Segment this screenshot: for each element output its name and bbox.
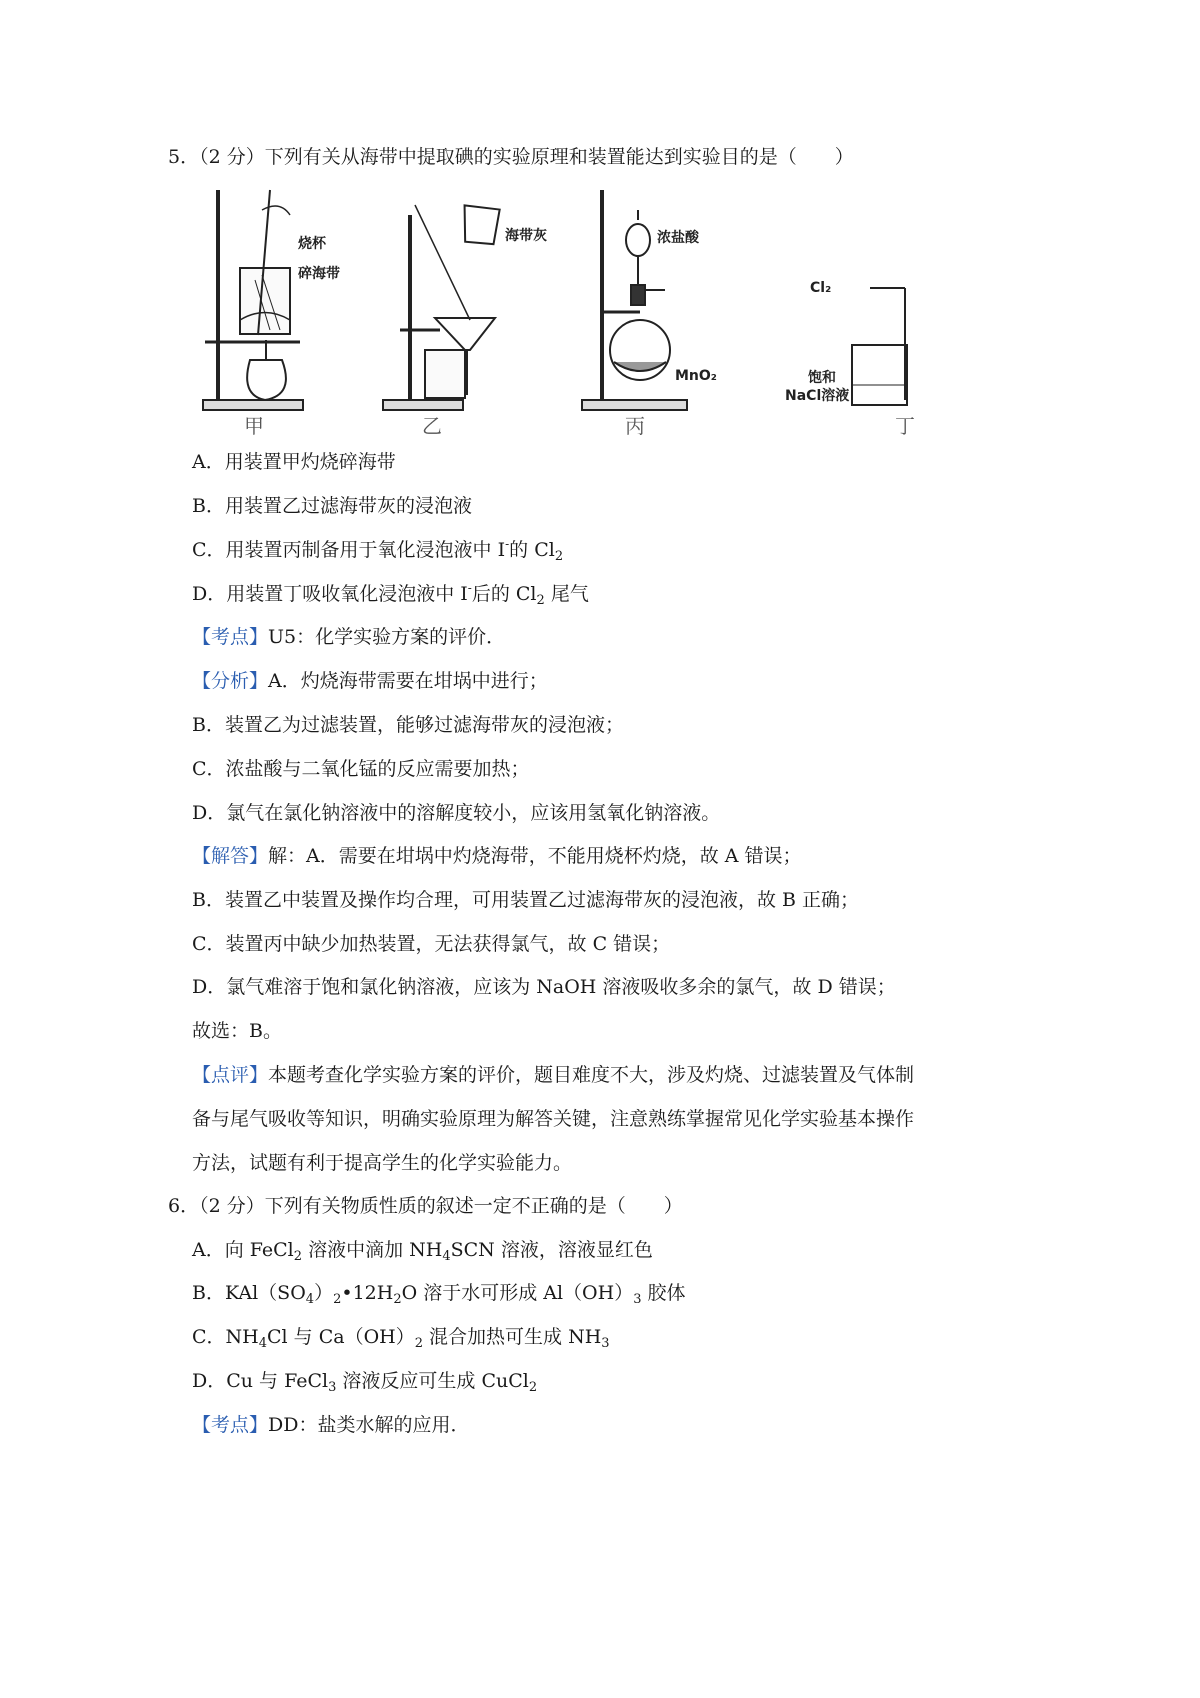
label-ding: 丁: [895, 414, 915, 438]
label-mno2: MnO₂: [675, 368, 717, 384]
q5-option-a: A．用装置甲灼烧碎海带: [192, 451, 396, 473]
label-jia: 甲: [244, 414, 264, 438]
q5-jieda-4: 故选：B。: [192, 1020, 282, 1042]
q5-option-b: B．用装置乙过滤海带灰的浸泡液: [192, 495, 472, 517]
q6-option-b: B．$KAl(SO_4)_2•12H_2O$ 溶于水可形成 $Al(OH)_3$ 胶体: [192, 1282, 686, 1307]
label-bing: 丙: [625, 414, 645, 438]
q5-fenxi-2: C．浓盐酸与二氧化锰的反应需要加热；: [192, 758, 530, 780]
kaodian-tag: 【考点】: [192, 626, 269, 648]
fenxi-tag: 【分析】: [192, 670, 269, 692]
q5-jieda-3: D．氯气难溶于饱和氯化钠溶液，应该为 NaOH 溶液吸收多余的氯气，故 D 错误；: [192, 976, 896, 998]
q6-number: 6．: [168, 1195, 200, 1217]
q5-fenxi-3: D．氯气在氯化钠溶液中的溶解度较小，应该用氢氧化钠溶液。: [192, 802, 721, 824]
label-beaker: 烧杯: [298, 236, 326, 252]
q6-stem: 下列有关物质性质的叙述一定不正确的是（ ）: [264, 1195, 683, 1217]
label-hcl: 浓盐酸: [657, 230, 699, 246]
q5-number: 5．: [168, 146, 200, 168]
q6-option-d: D．Cu 与 FeCl$_3$ 溶液反应可生成 CuCl$_2$: [192, 1370, 538, 1395]
q5-dianping-2: 方法，试题有利于提高学生的化学实验能力。: [192, 1152, 573, 1174]
q6-kaodian: 【考点】DD：盐类水解的应用．: [192, 1414, 470, 1436]
q5-jieda-1: B．装置乙中装置及操作均合理，可用装置乙过滤海带灰的浸泡液，故 B 正确；: [192, 889, 860, 911]
q5-stem: 下列有关从海带中提取碘的实验原理和装置能达到实验目的是（ ）: [264, 146, 854, 168]
q5-dianping-0: 【点评】本题考查化学实验方案的评价，题目难度不大，涉及灼烧、过滤装置及气体制: [192, 1064, 915, 1086]
q6-score: （2 分）: [199, 1195, 265, 1217]
jieda-tag: 【解答】: [192, 845, 269, 867]
q5-stem-line: [168, 145, 854, 169]
label-nacl: NaCl溶液: [785, 388, 850, 404]
q5-score: （2 分）: [199, 146, 265, 168]
label-yi: 乙: [422, 414, 442, 438]
q5-jieda-2: C．装置丙中缺少加热装置，无法获得氯气，故 C 错误；: [192, 933, 671, 955]
label-ash: 海带灰: [505, 228, 547, 244]
dianping-tag: 【点评】: [192, 1064, 269, 1086]
q6-stem-line: [168, 1194, 683, 1218]
q5-kaodian: 【考点】U5：化学实验方案的评价．: [192, 626, 506, 648]
label-seaweed: 碎海带: [298, 266, 340, 282]
q6-kaodian-tag: 【考点】: [192, 1414, 269, 1436]
q5-fenxi-0: 【分析】A．灼烧海带需要在坩埚中进行；: [192, 670, 548, 692]
q5-jieda-0: 【解答】解：A．需要在坩埚中灼烧海带，不能用烧杯灼烧，故 A 错误；: [192, 845, 802, 867]
q5-option-c: C．用装置丙制备用于氧化浸泡液中 I-的 $Cl_2$: [192, 537, 564, 564]
label-sat: 饱和: [808, 370, 836, 386]
label-cl2: Cl₂: [810, 280, 832, 296]
q6-option-a: A．向 FeCl$_2$ 溶液中滴加 $NH_4SCN$ 溶液，溶液显红色: [192, 1239, 653, 1264]
q6-option-c: C．$NH_4Cl$ 与 $Ca(OH)_2$ 混合加热可生成 $NH_3$: [192, 1326, 610, 1351]
q5-option-d: D．用装置丁吸收氧化浸泡液中 I-后的 $Cl_2$ 尾气: [192, 581, 589, 608]
q5-fenxi-1: B．装置乙为过滤装置，能够过滤海带灰的浸泡液；: [192, 714, 624, 736]
q5-dianping-1: 备与尾气吸收等知识，明确实验原理为解答关键，注意熟练掌握常见化学实验基本操作: [192, 1108, 915, 1130]
